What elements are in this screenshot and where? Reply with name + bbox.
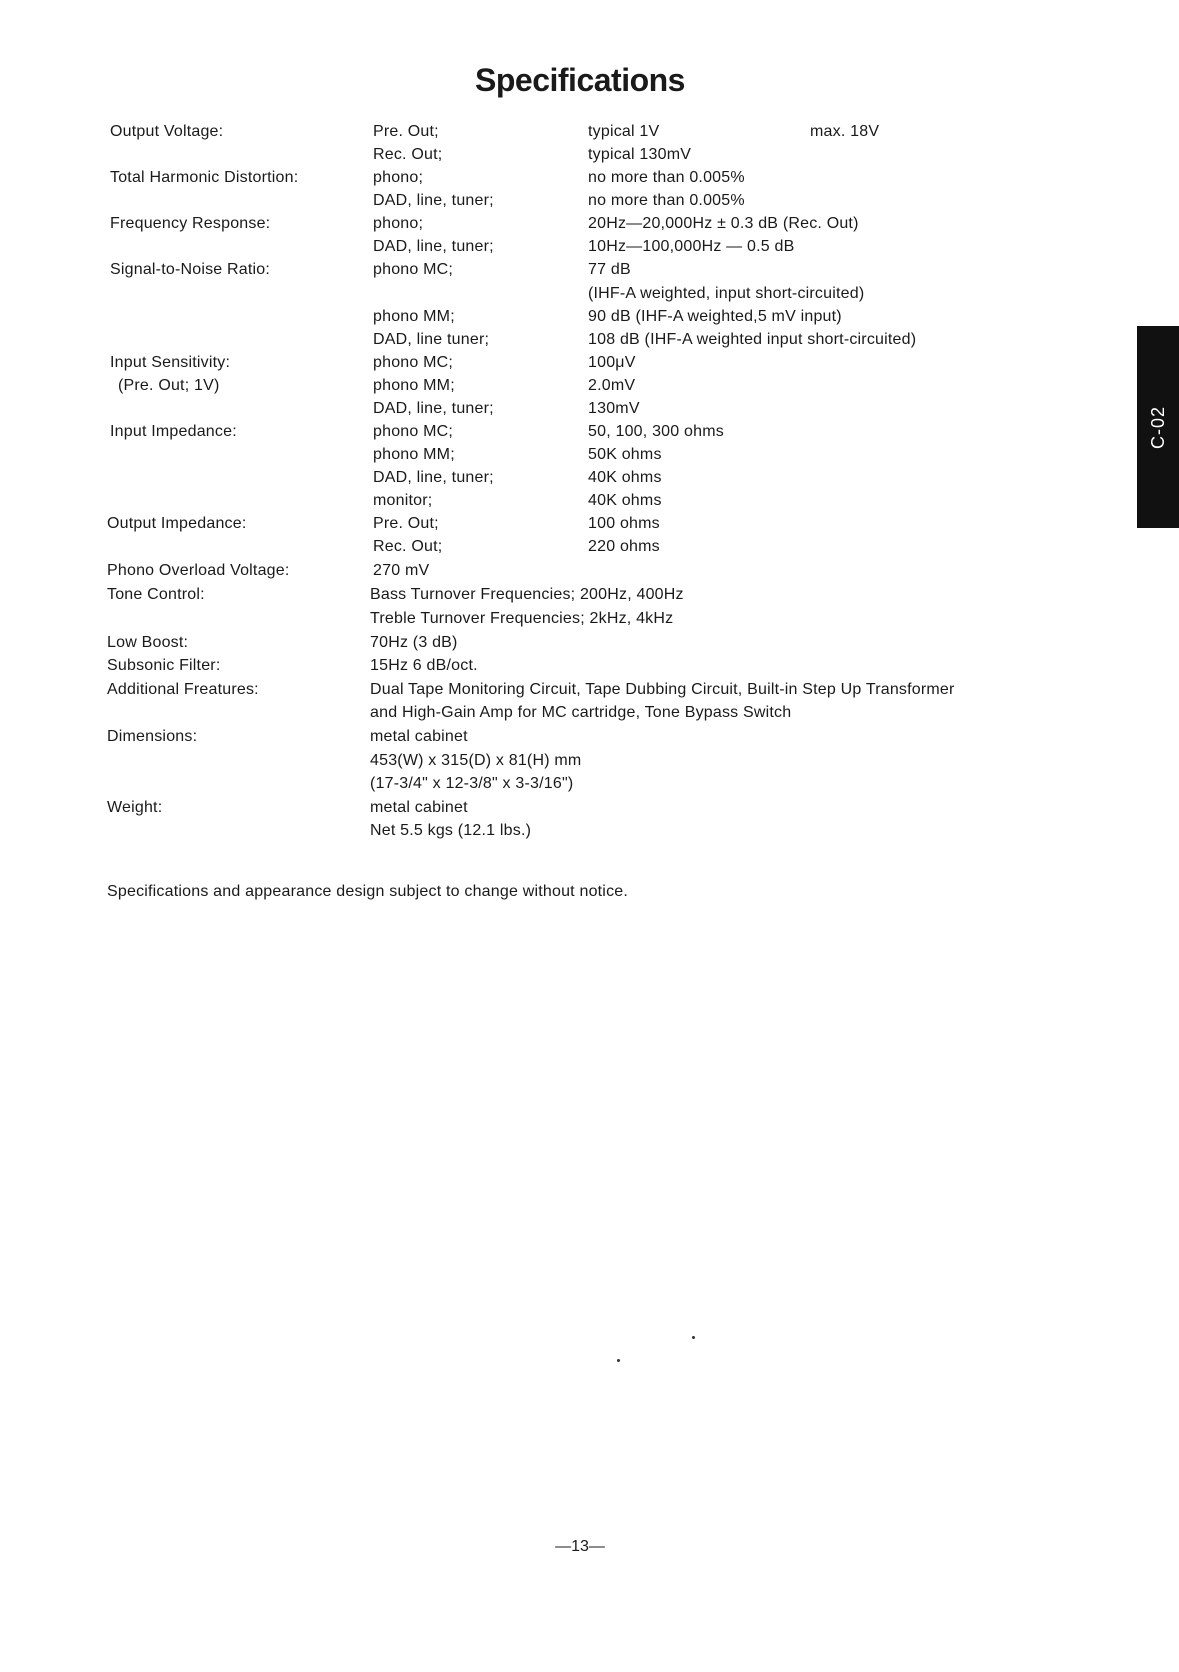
footnote: Specifications and appearance design subject to change without notice.	[107, 883, 629, 900]
spec-value: (17-3/4" x 12-3/8" x 3-3/16")	[370, 775, 574, 792]
spec-label: Dimensions:	[107, 728, 198, 745]
spec-value: typical 130mV	[588, 146, 692, 163]
spec-value: Net 5.5 kgs (12.1 lbs.)	[370, 822, 532, 839]
spec-condition: phono MC;	[373, 354, 454, 371]
spec-label: Signal-to-Noise Ratio:	[110, 261, 271, 278]
spec-value: 15Hz 6 dB/oct.	[370, 657, 478, 674]
spec-value: 40K ohms	[588, 492, 662, 509]
spec-value: 90 dB (IHF-A weighted,5 mV input)	[588, 308, 842, 325]
spec-condition: 270 mV	[373, 562, 430, 579]
spec-condition: phono MM;	[373, 308, 455, 325]
spec-value: 2.0mV	[588, 377, 636, 394]
spec-condition: Pre. Out;	[373, 515, 439, 532]
spec-condition: DAD, line tuner;	[373, 331, 490, 348]
spec-value: 50K ohms	[588, 446, 662, 463]
page-title: Specifications	[475, 62, 685, 98]
side-tab-label: C-02	[1147, 405, 1168, 449]
spec-condition: phono MM;	[373, 377, 455, 394]
spec-condition: DAD, line, tuner;	[373, 400, 494, 417]
spec-value: and High-Gain Amp for MC cartridge, Tone Bypass Switch	[370, 704, 792, 721]
spec-condition: Rec. Out;	[373, 146, 443, 163]
spec-value: 130mV	[588, 400, 640, 417]
spec-label: Weight:	[107, 799, 163, 816]
spec-value: no more than 0.005%	[588, 169, 745, 186]
spec-condition: phono MC;	[373, 261, 454, 278]
spec-value: 40K ohms	[588, 469, 662, 486]
spec-value: 100μV	[588, 354, 636, 371]
spec-max-value: max. 18V	[810, 123, 880, 140]
spec-value: 220 ohms	[588, 538, 660, 555]
spec-condition: DAD, line, tuner;	[373, 192, 494, 209]
spec-label: Output Voltage:	[110, 123, 224, 140]
spec-condition: DAD, line, tuner;	[373, 469, 494, 486]
spec-value: (IHF-A weighted, input short-circuited)	[588, 285, 865, 302]
spec-value: metal cabinet	[370, 799, 468, 816]
spec-value: Dual Tape Monitoring Circuit, Tape Dubbing Circuit, Built-in Step Up Transformer	[370, 681, 955, 698]
spec-label: Input Sensitivity:	[110, 354, 231, 371]
page-number: —13—	[555, 1538, 605, 1555]
spec-value: 100 ohms	[588, 515, 660, 532]
spec-value: Bass Turnover Frequencies; 200Hz, 400Hz	[370, 586, 684, 603]
spec-label: Subsonic Filter:	[107, 657, 221, 674]
spec-label: Tone Control:	[107, 586, 205, 603]
spec-label: Total Harmonic Distortion:	[110, 169, 299, 186]
spec-condition: phono;	[373, 215, 424, 232]
spec-condition: phono;	[373, 169, 424, 186]
spec-sublabel: (Pre. Out; 1V)	[118, 377, 220, 394]
spec-condition: monitor;	[373, 492, 433, 509]
spec-value: 77 dB	[588, 261, 631, 278]
spec-condition: phono MC;	[373, 423, 454, 440]
spec-label: Low Boost:	[107, 634, 189, 651]
spec-value: 108 dB (IHF-A weighted input short-circuited)	[588, 331, 917, 348]
spec-condition: DAD, line, tuner;	[373, 238, 494, 255]
spec-label: Output Impedance:	[107, 515, 247, 532]
spec-value: 10Hz—100,000Hz — 0.5 dB	[588, 238, 795, 255]
scan-speck	[617, 1359, 620, 1362]
spec-value: no more than 0.005%	[588, 192, 745, 209]
scan-speck	[692, 1336, 695, 1339]
spec-condition: phono MM;	[373, 446, 455, 463]
side-tab	[1137, 326, 1179, 528]
spec-value: typical 1V	[588, 123, 660, 140]
spec-value: metal cabinet	[370, 728, 468, 745]
spec-value: 453(W) x 315(D) x 81(H) mm	[370, 752, 582, 769]
spec-value: 70Hz (3 dB)	[370, 634, 458, 651]
spec-label: Phono Overload Voltage:	[107, 562, 290, 579]
spec-value: 50, 100, 300 ohms	[588, 423, 724, 440]
spec-condition: Rec. Out;	[373, 538, 443, 555]
spec-condition: Pre. Out;	[373, 123, 439, 140]
spec-label: Frequency Response:	[110, 215, 271, 232]
spec-label: Additional Freatures:	[107, 681, 259, 698]
spec-value: Treble Turnover Frequencies; 2kHz, 4kHz	[370, 610, 674, 627]
spec-value: 20Hz—20,000Hz ± 0.3 dB (Rec. Out)	[588, 215, 859, 232]
spec-label: Input Impedance:	[110, 423, 237, 440]
